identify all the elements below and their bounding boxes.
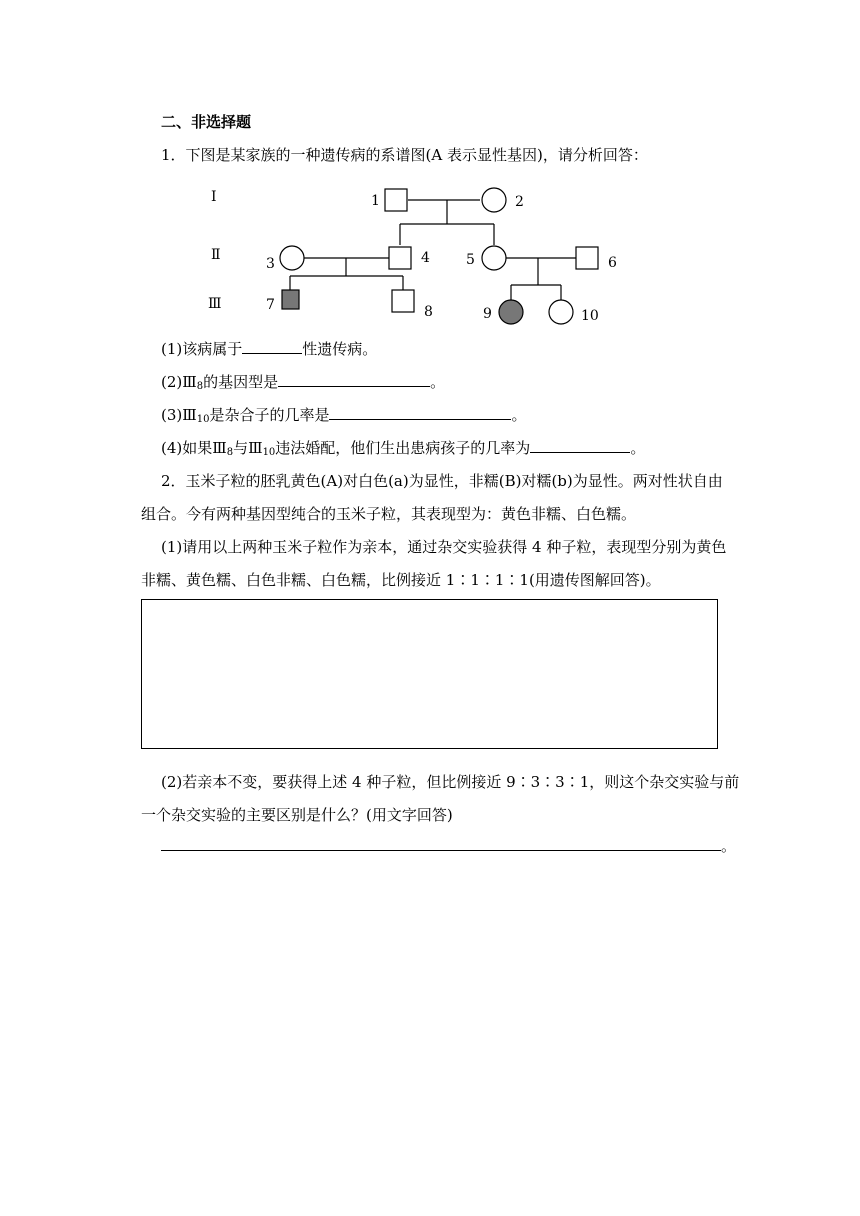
q1-sub2-text: 的基因型是 — [203, 373, 279, 391]
q1-stem: 1．下图是某家族的一种遗传病的系谱图(A 表示显性基因)，请分析回答： — [161, 146, 648, 164]
q1-sub4-text: 违法婚配，他们生出患病孩子的几率为 — [275, 439, 531, 457]
individual-number-6: 6 — [608, 255, 617, 271]
section-title: 二、非选择题 — [161, 113, 252, 131]
individual-number-5: 5 — [466, 252, 475, 268]
q1-sub4 — [161, 438, 645, 458]
individual-4-male — [389, 247, 411, 269]
q1-sub2-subscript: 8 — [196, 381, 204, 392]
q2-sub2-end: 。 — [721, 837, 737, 855]
individual-1-male — [385, 189, 407, 211]
q2-sub2-answer-line — [161, 836, 736, 856]
q2-sub1-line2: 非糯、黄色糯、白色非糯、白色糯，比例接近 1∶1∶1∶1(用遗传图解回答)。 — [141, 571, 661, 589]
q1-sub3-end: 。 — [511, 406, 527, 424]
q1-sub3 — [161, 405, 526, 425]
generation-label-1: Ⅰ — [211, 189, 217, 205]
q1-sub1-prefix: (1)该病属于 — [161, 340, 243, 358]
q1-sub4-end: 。 — [630, 439, 646, 457]
individual-7-male-affected — [282, 290, 299, 309]
q1-sub4-answer-blank[interactable] — [530, 438, 630, 453]
individual-number-1: 1 — [371, 193, 380, 209]
q2-sub1-line1: (1)请用以上两种玉米子粒作为亲本，通过杂交实验获得 4 种子粒，表现型分别为黄色 — [161, 538, 727, 556]
individual-number-9: 9 — [483, 306, 492, 322]
q1-sub3-subscript: 10 — [196, 414, 210, 425]
q2-sub1-answer-box[interactable] — [141, 599, 718, 749]
q1-sub2-answer-blank[interactable] — [278, 372, 430, 387]
q1-sub4-subscript-2: 10 — [262, 447, 276, 458]
q2-sub2-line2: 一个杂交实验的主要区别是什么？(用文字回答) — [141, 806, 453, 824]
q1-sub1-answer-blank[interactable] — [242, 339, 302, 354]
q2-sub2-line1: (2)若亲本不变，要获得上述 4 种子粒，但比例接近 9∶3∶3∶1，则这个杂交实验与前 — [161, 773, 740, 791]
pedigree-chart — [0, 0, 860, 340]
q1-sub4-mid: 与Ⅲ — [233, 439, 263, 457]
individual-number-10: 10 — [581, 308, 599, 324]
q1-sub1-suffix: 性遗传病。 — [302, 340, 378, 358]
individual-5-female — [482, 246, 506, 270]
generation-label-3: Ⅲ — [208, 296, 222, 312]
q1-sub2-prefix: (2)Ⅲ — [161, 373, 197, 391]
q1-sub4-prefix: (4)如果Ⅲ — [161, 439, 227, 457]
individual-2-female — [482, 188, 506, 212]
q1-sub3-prefix: (3)Ⅲ — [161, 406, 197, 424]
q1-sub4-subscript-1: 8 — [226, 447, 234, 458]
q1-sub2 — [161, 372, 445, 392]
q1-sub1 — [161, 339, 377, 359]
individual-number-2: 2 — [515, 194, 524, 210]
individual-number-3: 3 — [266, 256, 275, 272]
individual-number-8: 8 — [424, 304, 433, 320]
q2-sub2-answer-blank[interactable] — [161, 836, 721, 851]
individual-number-4: 4 — [421, 250, 430, 266]
q1-sub3-answer-blank[interactable] — [329, 405, 511, 420]
individual-8-male — [392, 290, 414, 312]
individual-3-female — [280, 246, 304, 270]
q2-stem-line1: 2．玉米子粒的胚乳黄色(A)对白色(a)为显性，非糯(B)对糯(b)为显性。两对性状自由 — [161, 472, 723, 490]
individual-10-female — [549, 300, 573, 324]
individual-9-female-affected — [499, 300, 523, 324]
individual-number-7: 7 — [266, 297, 275, 313]
q1-sub3-text: 是杂合子的几率是 — [209, 406, 330, 424]
individual-6-male — [576, 247, 598, 269]
q2-stem-line2: 组合。今有两种基因型纯合的玉米子粒，其表现型为：黄色非糯、白色糯。 — [141, 505, 637, 523]
q1-sub2-end: 。 — [430, 373, 446, 391]
generation-label-2: Ⅱ — [211, 247, 221, 263]
